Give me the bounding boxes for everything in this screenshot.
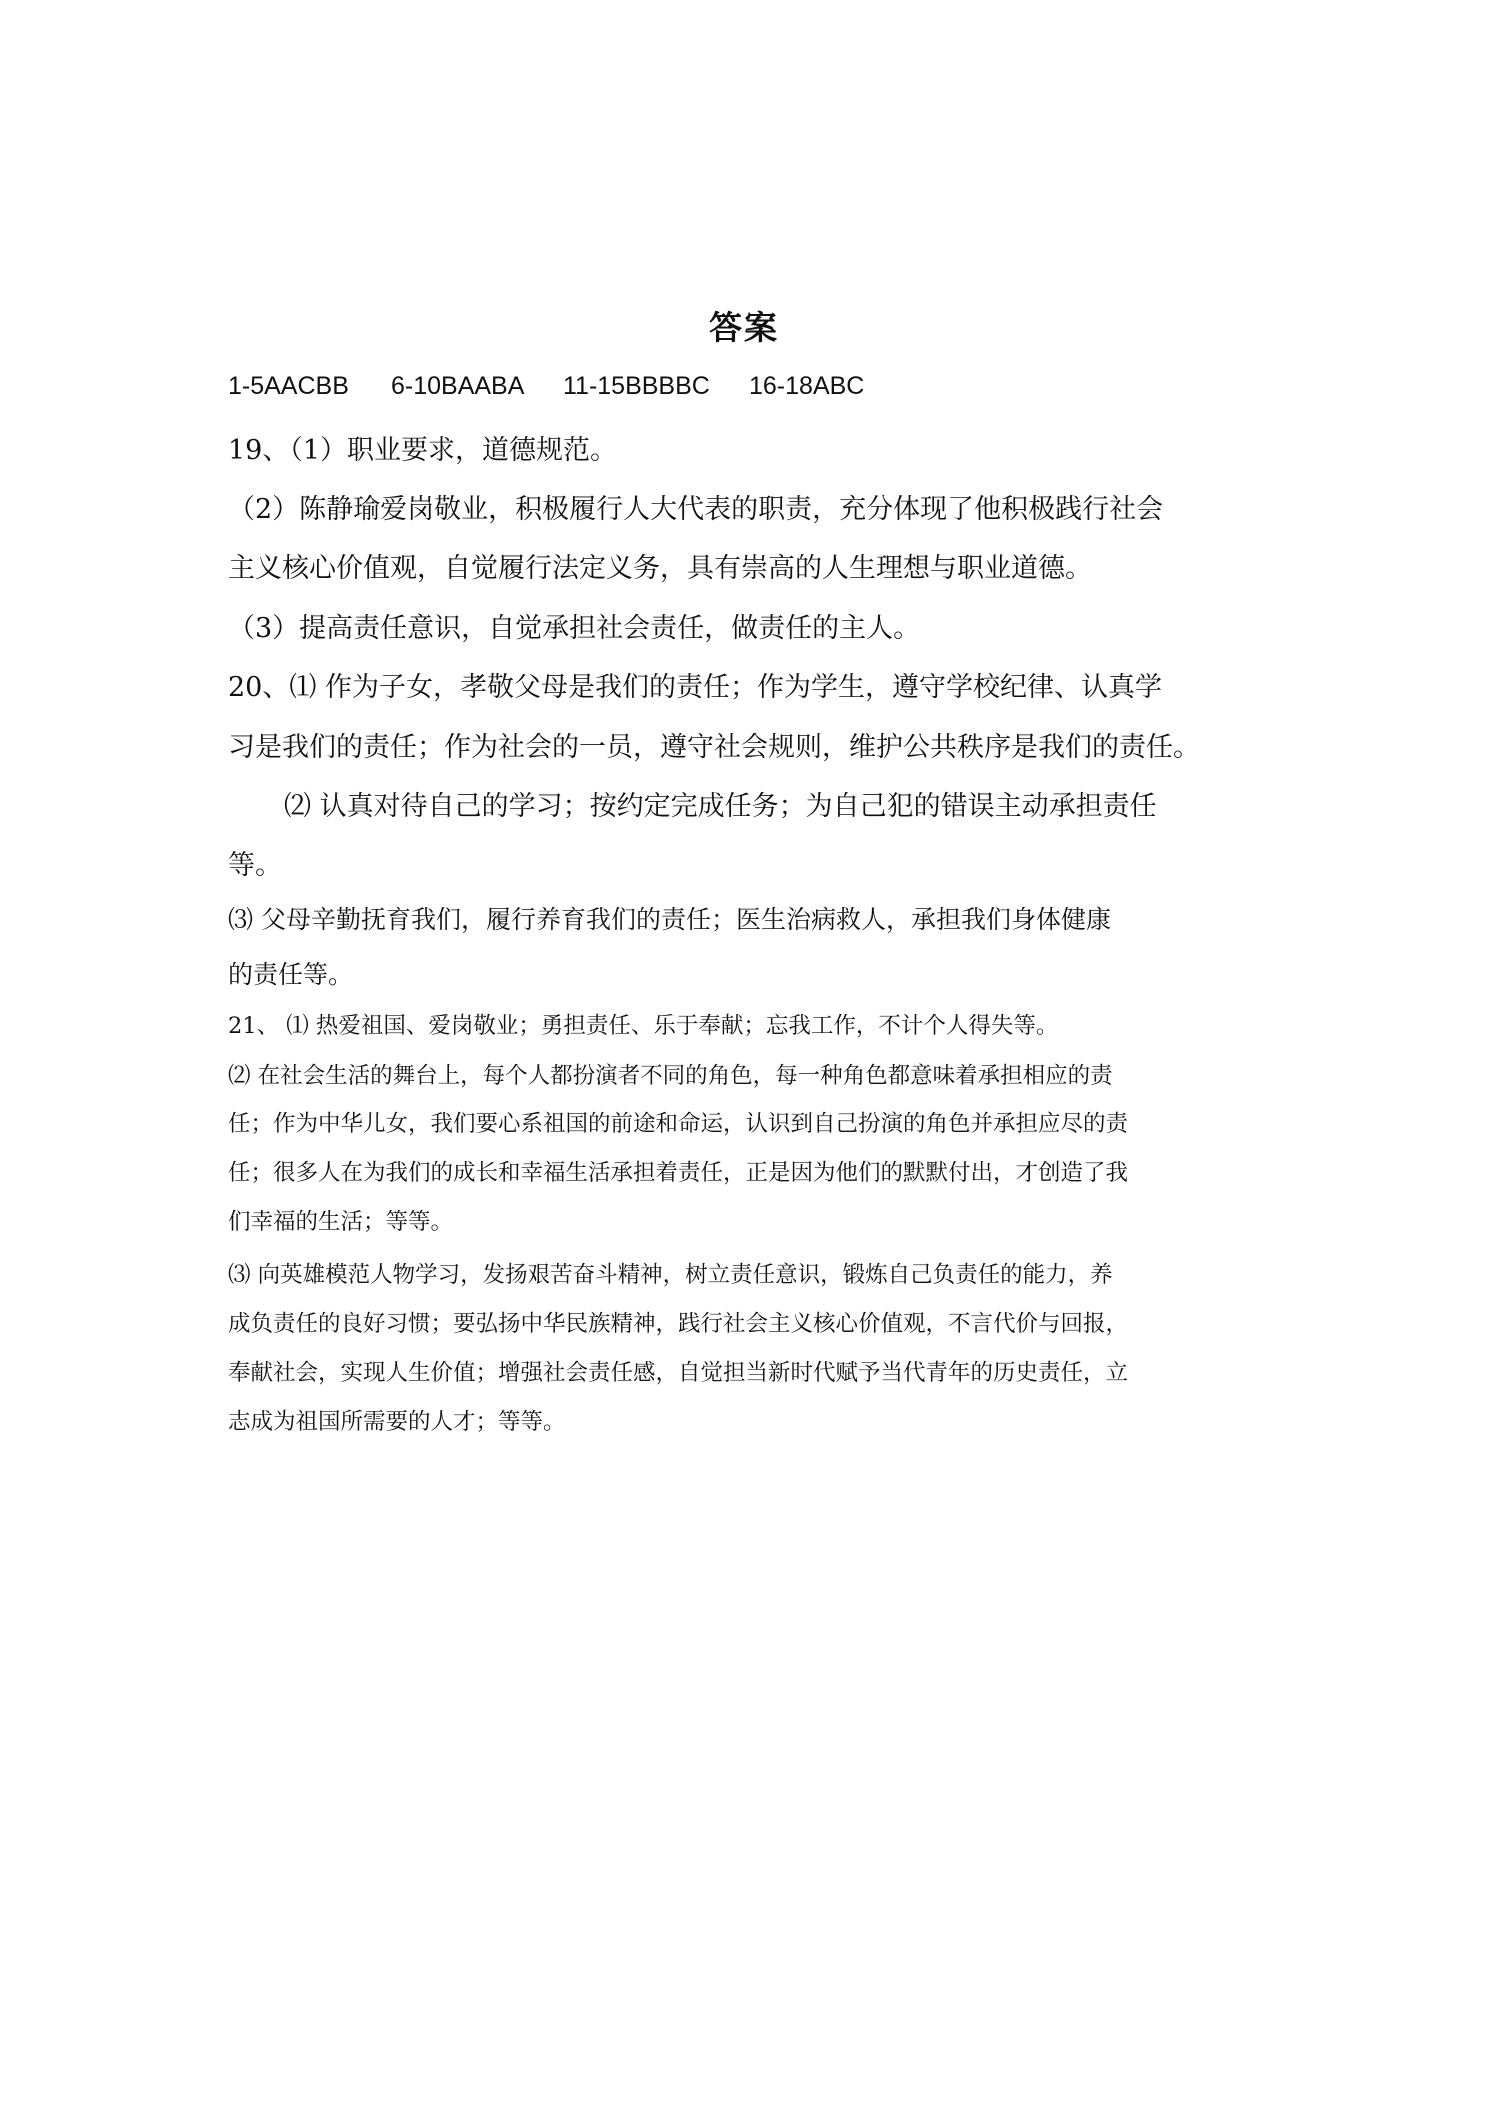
q20-part3-line1: ⑶ 父母辛勤抚育我们，履行养育我们的责任；医生治病救人，承担我们身体健康 [228,905,1111,934]
q19-part3: （3）提高责任意识，自觉承担社会责任，做责任的主人。 [228,613,921,644]
page-title: 答案 [709,308,779,347]
q19-part1: 19、（1）职业要求，道德规范。 [228,435,618,466]
q21-part3-line1: ⑶ 向英雄模范人物学习，发扬艰苦奋斗精神，树立责任意识，锻炼自己负责任的能力，养 [228,1262,1113,1288]
q20-part2-line2: 等。 [228,850,282,881]
choice-answers-row [228,372,1268,401]
q20-part2-line1: ⑵ 认真对待自己的学习；按约定完成任务；为自己犯的错误主动承担责任 [284,791,1157,822]
q19-part2-line1: （2）陈静瑜爱岗敬业，积极履行人大代表的职责，充分体现了他积极践行社会 [228,494,1164,525]
q21-part3-line3: 奉献社会，实现人生价值；增强社会责任感，自觉担当新时代赋予当代青年的历史责任，立 [228,1360,1129,1386]
q19-part2-line2: 主义核心价值观，自觉履行法定义务，具有崇高的人生理想与职业道德。 [228,553,1092,584]
q21-part1: 21、 ⑴ 热爱祖国、爱岗敬业；勇担责任、乐于奉献；忘我工作，不计个人得失等。 [228,1013,1059,1039]
q21-part2-line2: 任；作为中华儿女，我们要心系祖国的前途和命运，认识到自己扮演的角色并承担应尽的责 [228,1111,1129,1137]
choice-answer-group: 1-5AACBB [228,372,349,400]
q21-part3-line2: 成负责任的良好习惯；要弘扬中华民族精神，践行社会主义核心价值观，不言代价与回报， [228,1311,1129,1337]
q20-part1-line2: 习是我们的责任；作为社会的一员，遵守社会规则，维护公共秩序是我们的责任。 [228,732,1200,763]
choice-answer-group: 11-15BBBBC [563,372,710,400]
q21-part2-line4: 们幸福的生活；等等。 [228,1209,454,1235]
q21-part2-line3: 任；很多人在为我们的成长和幸福生活承担着责任，正是因为他们的默默付出，才创造了我 [228,1160,1129,1186]
choice-answer-group: 6-10BAABA [391,372,525,400]
q20-part3-line2: 的责任等。 [228,960,354,989]
choice-answer-group: 16-18ABC [749,372,865,400]
q21-part2-line1: ⑵ 在社会生活的舞台上，每个人都扮演者不同的角色，每一种角色都意味着承担相应的责 [228,1063,1113,1089]
q21-part3-line4: 志成为祖国所需要的人才；等等。 [228,1409,566,1435]
q20-part1-line1: 20、⑴ 作为子女，孝敬父母是我们的责任；作为学生，遵守学校纪律、认真学 [228,672,1162,703]
